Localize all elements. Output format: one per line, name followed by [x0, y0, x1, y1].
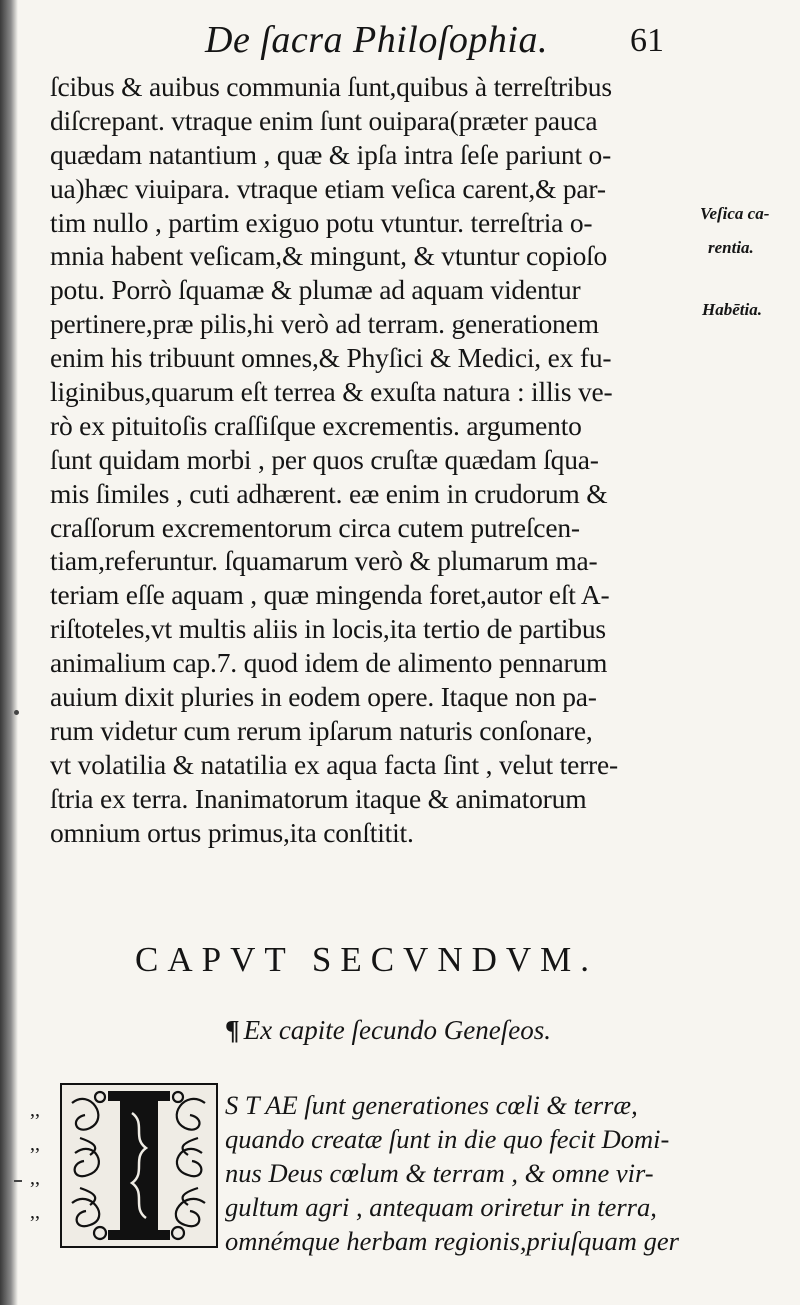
text-line: mis ſimiles , cuti adhærent. eæ enim in crudorum & [50, 477, 608, 509]
page-number: 61 [630, 22, 664, 59]
text-line: liginibus,quarum eſt terrea & exuſta natura : illis ve- [50, 376, 613, 408]
quote-mark: ,, [30, 1201, 40, 1223]
text-line: rò ex pituitoſis craſſiſque excrementis. argumento [50, 409, 582, 441]
text-line: ſtria ex terra. Inanimatorum itaque & animatorum [50, 782, 587, 814]
text-line: potu. Porrò ſquamæ & plumæ ad aquam videntur [50, 274, 581, 306]
text-line: mnia habent veſicam,& mingunt, & vtuntur copioſo [50, 240, 608, 272]
text-line: gultum agri , antequam oriretur in terra, [225, 1192, 657, 1222]
text-line: ua)hæc viuipara. vtraque etiam veſica carent,& par- [50, 172, 606, 204]
text-line: quædam natantium , quæ & ipſa intra ſeſe pariunt o- [50, 138, 612, 170]
marginal-note: Habētia. [702, 300, 762, 319]
text-line: tiam,referuntur. ſquamarum verò & plumarum ma- [50, 545, 598, 577]
quote-mark: ,, [30, 1099, 40, 1121]
text-line: omnémque herbam regionis,priuſquam ger [225, 1226, 679, 1256]
text-line: diſcrepant. vtraque enim ſunt ouipara(præter pauca [50, 104, 598, 136]
text-line: rum videtur cum rerum ipſarum naturis conſonare, [50, 714, 593, 746]
text-line: vt volatilia & natatilia ex aqua facta ſint , velut terre- [50, 748, 618, 780]
chapter-subheading [225, 1015, 551, 1046]
quotation-marks-column [30, 1093, 40, 1229]
text-line: craſſorum excrementorum circa cutem putreſcen- [50, 511, 580, 543]
text-line: teriam eſſe aquam , quæ mingenda foret,autor eſt A- [50, 579, 610, 611]
quote-mark: ,, [30, 1133, 40, 1155]
text-line: nus Deus cœlum & terram , & omne vir- [225, 1158, 654, 1188]
marginal-note: Veſica ca- [700, 204, 770, 223]
page-gutter-shadow [0, 0, 18, 1305]
main-text-block [50, 70, 695, 849]
text-line: animalium cap.7. quod idem de alimento pennarum [50, 647, 608, 679]
running-title: De ſacra Philoſophia. [205, 19, 548, 61]
genesis-quotation [225, 1088, 679, 1258]
ink-speck [14, 710, 19, 715]
chapter-heading: CAPVT SECVNDVM. [135, 940, 599, 979]
text-line: ſcibus & auibus communia ſunt,quibus à terreſtribus [50, 71, 612, 102]
text-line: riſtoteles,vt multis aliis in locis,ita tertio de partibus [50, 613, 606, 645]
marginal-note: rentia. [708, 238, 754, 257]
subheading-text: Ex capite ſecundo Geneſeos. [243, 1015, 551, 1045]
text-line: omnium ortus primus,ita conſtitit. [50, 816, 414, 848]
text-line: quando creatæ ſunt in die quo fecit Domi- [225, 1124, 670, 1154]
ink-speck [14, 1180, 22, 1182]
text-line: enim his tribuunt omnes,& Phyſici & Medici, ex fu- [50, 342, 612, 374]
text-line: tim nullo , partim exiguo potu vtuntur. terreſtria o- [50, 206, 593, 238]
text-line: S T AE ſunt generationes cœli & terræ, [225, 1090, 638, 1120]
text-line: pertinere,præ pilis,hi verò ad terram. generationem [50, 308, 599, 340]
text-line: ſunt quidam morbi , per quos cruſtæ quædam ſqua- [50, 443, 599, 475]
decorated-initial-i-icon [60, 1083, 218, 1248]
pilcrow-mark: ¶ [225, 1015, 240, 1045]
quote-mark: ,, [30, 1167, 40, 1189]
text-line: auium dixit pluries in eodem opere. Itaque non pa- [50, 681, 597, 713]
